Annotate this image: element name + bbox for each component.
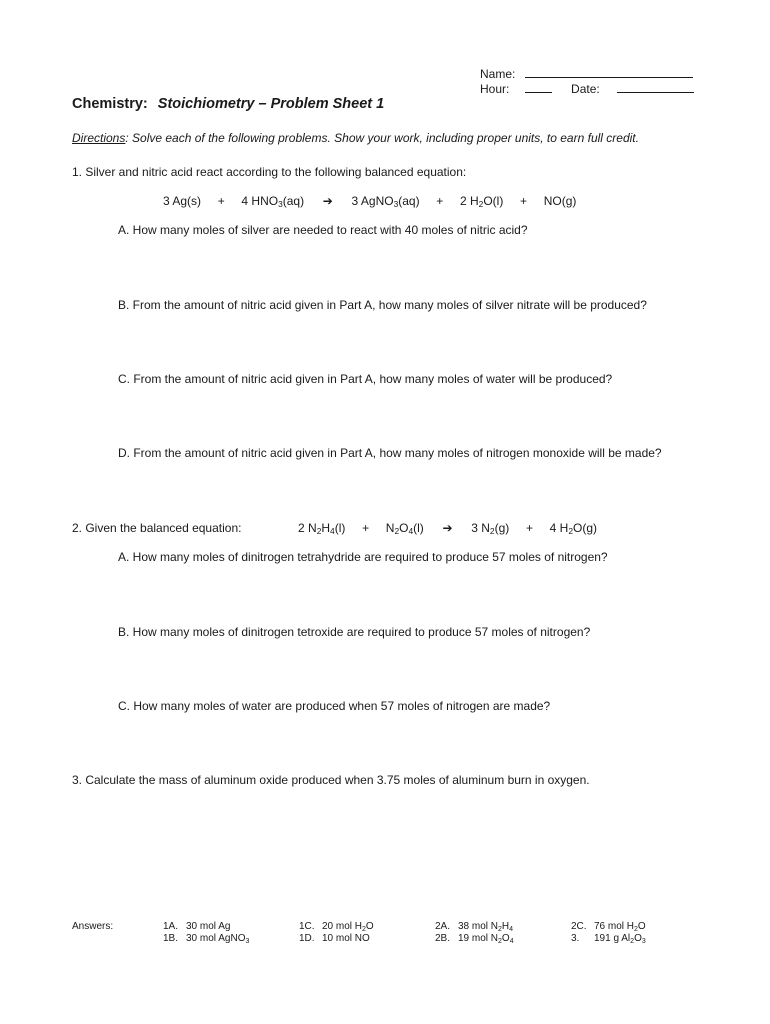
answer-1b: 1B. 30 mol AgNO$_3$ [163, 933, 250, 945]
q2-equation [298, 521, 597, 535]
date-field[interactable] [617, 81, 694, 93]
q1-prompt: 1. Silver and nitric acid react according to the following balanced equation: [72, 165, 467, 179]
q2-eq-reactant-1: 2 $N_2H_4(l)$ [298, 521, 346, 537]
hour-date-row [480, 81, 694, 96]
title-topic: Stoichiometry – Problem Sheet 1 [157, 96, 385, 112]
answer-3: 3. 191 g $Al_2O_3$ [571, 933, 646, 945]
title-subject: Chemistry: [72, 96, 148, 112]
q1-eq-plus-2: + [436, 194, 444, 208]
q1-part-a: A. How many moles of silver are needed to react with 40 moles of nitric acid? [118, 223, 528, 237]
directions-text: : Solve each of the following problems. Show your work, including proper units, to earn full credit. [125, 131, 639, 145]
directions-label: Directions [72, 131, 126, 145]
q2-prompt: 2. Given the balanced equation: [72, 521, 242, 535]
name-label: Name: [480, 67, 516, 81]
hour-field[interactable] [525, 81, 552, 93]
answer-2a: 2A. 38 mol $N_2H_4$ [435, 921, 514, 933]
q2-eq-reactant-2: $N_2O_4(l)$ [385, 521, 424, 537]
q1-eq-plus-1: + [217, 194, 225, 208]
q1-eq-plus-3: + [520, 194, 528, 208]
q1-equation [163, 194, 576, 208]
q2-part-b: B. How many moles of dinitrogen tetroxide are required to produce 57 moles of nitrogen? [118, 625, 591, 639]
q1-part-b: B. From the amount of nitric acid given in Part A, how many moles of silver nitrate will be produced? [118, 298, 647, 312]
q1-eq-product-1: 3 AgNO$_3$(aq) [351, 194, 420, 210]
answer-1a: 1A. 30 mol Ag [163, 921, 231, 932]
answer-2b: 2B. 19 mol $N_2O_4$ [435, 933, 514, 945]
q1-eq-reactant-1: 3 Ag(s) [163, 194, 202, 208]
q1-part-c: C. From the amount of nitric acid given in Part A, how many moles of water will be produced? [118, 372, 613, 386]
name-row [480, 66, 693, 81]
q2-eq-product-1: 3 $N_2(g)$ [471, 521, 510, 537]
page-title [72, 96, 384, 112]
q1-eq-product-3: NO(g) [543, 194, 577, 208]
reaction-arrow-icon: ➔ [442, 521, 453, 535]
answer-1c: 1C. 20 mol $H_2O$ [299, 921, 374, 933]
q1-part-d: D. From the amount of nitric acid given in Part A, how many moles of nitrogen monoxide will be made? [118, 446, 662, 460]
answer-2c: 2C. 76 mol $H_2O$ [571, 921, 646, 933]
q2-eq-plus-1: + [362, 521, 370, 535]
q2-part-a: A. How many moles of dinitrogen tetrahydride are required to produce 57 moles of nitrogen? [118, 550, 608, 564]
hour-label: Hour: [480, 82, 510, 96]
q2-eq-product-2: 4 $H_2O(g)$ [549, 521, 598, 537]
date-label: Date: [571, 82, 600, 96]
answer-1d: 1D. 10 mol NO [299, 933, 370, 944]
q1-eq-reactant-2: 4 $HNO_3(aq)$ [241, 194, 305, 210]
answers-label: Answers: [72, 921, 114, 932]
q2-part-c: C. How many moles of water are produced when 57 moles of nitrogen are made? [118, 699, 551, 713]
name-field[interactable] [525, 66, 693, 78]
reaction-arrow-icon: ➔ [322, 194, 333, 208]
directions [72, 131, 639, 145]
q1-eq-product-2: 2 $H_2O(l)$ [459, 194, 504, 210]
q2-eq-plus-2: + [525, 521, 533, 535]
q3-prompt: 3. Calculate the mass of aluminum oxide produced when 3.75 moles of aluminum burn in oxygen. [72, 773, 590, 787]
